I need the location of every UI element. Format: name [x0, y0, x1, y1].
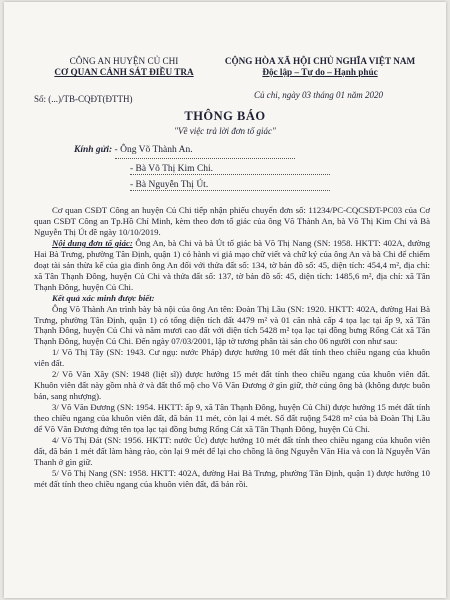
document-subtitle: "Về việc trả lời đơn tố giác"	[174, 126, 276, 136]
heir-item-5: 5/ Võ Thị Nang (SN: 1958. HKTT: 402A, đường Hai Bà Trưng, phường Tân Định, quận 1) được hưởng 10 mét đất tính theo chiều ngang của khuôn viên đất, đã bán rồi.	[34, 467, 430, 489]
complaint-text: Ông An, bà Chi và bà Út tố giác bà Võ Thị Nang (SN: 1958. HKTT: 402A, đường Hai Bà Trưng, phường Tân Định, quận 1) có hành vi giả mạo chữ viết và chữ ký của ông An và bà Chi để chiếm đoạt tài sản thừa kế của gia đình ông An đối với thửa đất số: 134, tờ bản đồ số: 45, diện tích: 454,4 m², địa chỉ: xã Tân Thạnh Đông, huyện Củ Chi và thửa đất số: 137, tờ bản đồ số: 45, diện tích: 1485,6 m², địa chỉ: xã Tân Thạnh Đông, huyện Củ Chi.	[34, 237, 430, 292]
recipient-2: - Bà Võ Thị Kim Chi.	[130, 164, 330, 175]
recipients-label: Kính gửi:	[74, 145, 113, 155]
result-heading	[34, 293, 430, 304]
document-page	[4, 2, 446, 598]
document-body	[34, 205, 430, 490]
heir-item-4: 4/ Võ Thị Đát (SN: 1956. HKTT: nước Úc) được hưởng 10 mét đất tính theo chiều ngang của khuôn viên đất, đã bán 1 mét đất làm hàng rào, còn lại 9 mét để lại cho chồng là ông Nguyễn Văn Hia và con là Nguyễn Văn Thanh ở gìn giữ.	[34, 435, 430, 467]
document-title: THÔNG BÁO	[184, 109, 266, 123]
agency-name: CƠ QUAN CẢNH SÁT ĐIỀU TRA	[54, 67, 194, 77]
heir-item-3: 3/ Võ Văn Đương (SN: 1954. HKTT: ấp 9, xã Tân Thạnh Đông, huyện Củ Chi) được hưởng 15 mét đất tính theo chiều ngang của khuôn viên đất, đã bán 11 mét, còn lại 4 mét. Số đất ruộng 5428 m² của bà Đoàn Thị Lầu để Võ Văn Đương đứng tên tọa lạc tại đồng bưng Rổng Cát xã Tân Thạnh Đông, huyện Củ Chi.	[34, 402, 430, 435]
heir-item-2: 2/ Võ Văn Xây (SN: 1948 (liệt sĩ)) được hưởng 15 mét đất tính theo chiều ngang của khuôn viên đất. Khuôn viên đất này gồm nhà ở và đất thổ mộ cho Võ Văn Đương ở gìn giữ, thờ cúng ông bà (không được buôn bán, sang nhượng).	[34, 369, 430, 402]
result-label: Kết quả xác minh được biết:	[52, 292, 155, 303]
complaint-paragraph	[34, 238, 430, 293]
agency-parent: CÔNG AN HUYỆN CỦ CHI	[69, 56, 179, 66]
date-line: Củ chi, ngày 03 tháng 01 năm 2020	[254, 90, 383, 100]
complaint-label: Nội dung đơn tố giác:	[52, 237, 133, 248]
agency-header	[34, 56, 214, 78]
country-name: CỘNG HÒA XÃ HỘI CHỦ NGHĨA VIỆT NAM	[224, 56, 416, 66]
result-paragraph: Ông Võ Thành An trình bày bà nội của ông An tên: Đoàn Thị Lầu (SN: 1920. HKTT: 402A, đường Hai Bà Trưng, phường Tân Định, quận 1) có tổng diện tích đất 4479 m² và 01 căn nhà cấp 4 tọa lạc tại ấp 9, xã Tân Thạnh Đông, huyện Củ Chi và năm mươi cao đất với diện tích 5428 m² tọa lạc tại đồng bưng Rổng Cát xã Tân Thạnh Đông, huyện Củ Chi. Đến ngày 07/03/2001, lập tờ tương phân tài sản cho 06 người con như sau:	[34, 303, 430, 347]
recipients-block	[74, 142, 295, 159]
recipient-3: - Bà Nguyễn Thị Út.	[130, 180, 330, 191]
national-header	[200, 56, 440, 78]
intro-paragraph: Cơ quan CSĐT Công an huyện Củ Chi tiếp nhận phiếu chuyển đơn số: 11234/PC-CQCSĐT-PC03 của Cơ quan CSĐT Công an Tp.Hồ Chí Minh, kèm theo đơn tố giác của ông Võ Thành An, bà Võ Thị Kim Chi và Bà Nguyễn Thị Út đề ngày 10/10/2019.	[34, 205, 430, 237]
heir-item-1: 1/ Võ Thị Tây (SN: 1943. Cư ngụ: nước Pháp) được hưởng 10 mét đất tính theo chiều ngang của khuôn viên đất.	[34, 347, 430, 369]
recipient-1: - Ông Võ Thành An.	[115, 142, 295, 159]
national-motto: Độc lập – Tự do – Hạnh phúc	[262, 67, 378, 77]
reference-number: Số: (...)/TB-CQĐT(ĐTTH)	[34, 94, 133, 104]
